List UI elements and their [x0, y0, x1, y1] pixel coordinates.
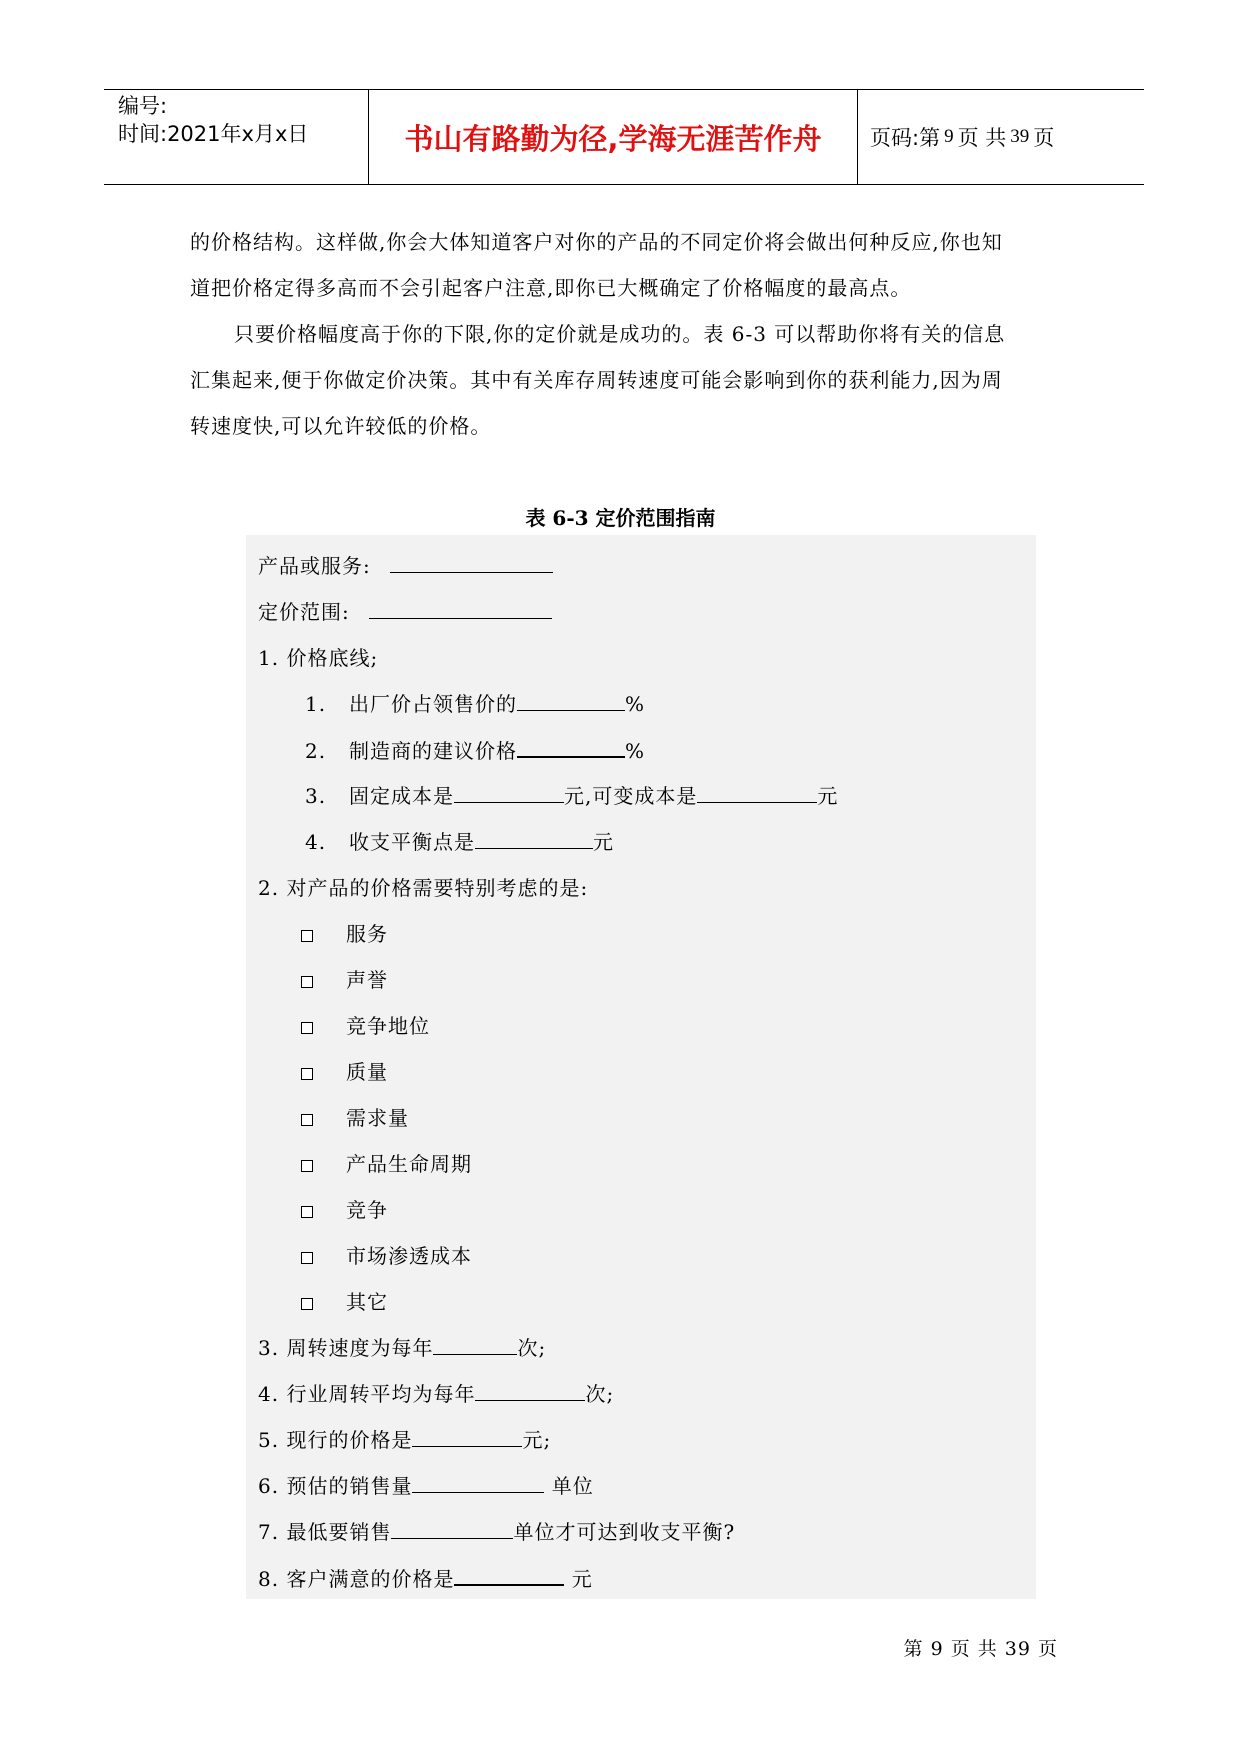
product-blank[interactable] — [390, 552, 553, 573]
sub-item-1 — [305, 690, 645, 718]
section-text: 4. 行业周转平均为每年 — [258, 1382, 476, 1406]
checkbox-label: 市场渗透成本 — [346, 1244, 472, 1268]
product-field — [258, 552, 553, 580]
checkbox-label: 质量 — [346, 1060, 388, 1084]
header-page-info — [870, 90, 1054, 184]
page-mid: 页 共 — [957, 126, 1007, 150]
sub-item-number: 3. — [305, 784, 327, 808]
checkbox[interactable] — [301, 1160, 313, 1172]
turnover-blank[interactable] — [433, 1334, 517, 1355]
sub-item-number: 1. — [305, 692, 327, 716]
section-text: 8. 客户满意的价格是 — [258, 1567, 455, 1591]
checkbox[interactable] — [301, 1114, 313, 1126]
sub-item-unit: 元 — [817, 784, 839, 808]
range-field — [258, 598, 552, 626]
section-8 — [258, 1564, 593, 1593]
header-motto: 书山有路勤为径,学海无涯苦作舟 — [404, 121, 822, 156]
industry-turnover-blank[interactable] — [475, 1380, 585, 1401]
paragraph-line: 道把价格定得多高而不会引起客户注意,即你已大概确定了价格幅度的最高点。 — [190, 276, 912, 300]
sub-item-text: 元,可变成本是 — [564, 784, 698, 808]
sub-item-blank[interactable] — [517, 736, 625, 758]
paragraph-line: 转速度快,可以允许较低的价格。 — [190, 414, 492, 438]
sub-item-text: 收支平衡点是 — [349, 830, 475, 854]
satisfying-price-blank[interactable] — [454, 1564, 564, 1586]
sub-item-text: 制造商的建议价格 — [349, 739, 517, 763]
variable-cost-blank[interactable] — [697, 782, 817, 803]
body-text — [190, 219, 1060, 449]
page-suffix: 页 — [1033, 126, 1055, 150]
table-title: 表 6-3 定价范围指南 — [525, 506, 716, 530]
sub-item-text: 固定成本是 — [349, 784, 454, 808]
checkbox[interactable] — [301, 1022, 313, 1034]
paragraph-line: 汇集起来,便于你做定价决策。其中有关库存周转速度可能会影响到你的获利能力,因为周 — [190, 368, 1003, 392]
section-6 — [258, 1472, 594, 1500]
checkbox[interactable] — [301, 1068, 313, 1080]
section-unit: 元 — [564, 1567, 593, 1591]
checkbox-label: 需求量 — [346, 1106, 409, 1130]
page-total: 39 — [1010, 126, 1030, 147]
checkbox-label: 竞争 — [346, 1198, 388, 1222]
header-meta — [118, 92, 368, 148]
checkbox-label: 竞争地位 — [346, 1014, 430, 1038]
paragraph-line: 只要价格幅度高于你的下限,你的定价就是成功的。表 6-3 可以帮助你将有关的信息 — [234, 322, 1006, 346]
section-unit: 次; — [517, 1336, 547, 1360]
header-divider — [857, 90, 858, 184]
current-price-blank[interactable] — [412, 1426, 522, 1447]
section-unit: 元; — [522, 1428, 552, 1452]
checkbox-label: 其它 — [346, 1290, 388, 1314]
page-header — [104, 89, 1144, 185]
section-text: 3. 周转速度为每年 — [258, 1336, 434, 1360]
range-blank[interactable] — [369, 598, 552, 619]
checkbox[interactable] — [301, 1206, 313, 1218]
section-unit: 单位 — [544, 1474, 594, 1498]
section-2-heading: 2. 对产品的价格需要特别考虑的是: — [258, 876, 589, 900]
sub-item-unit: % — [625, 692, 646, 716]
checkbox[interactable] — [301, 930, 313, 942]
section-text: 7. 最低要销售 — [258, 1520, 392, 1544]
section-unit: 次; — [585, 1382, 615, 1406]
checkbox-label: 声誉 — [346, 968, 388, 992]
page-prefix: 页码:第 — [870, 126, 941, 150]
section-unit: 单位才可达到收支平衡? — [513, 1520, 736, 1544]
section-7 — [258, 1518, 735, 1546]
section-text: 5. 现行的价格是 — [258, 1428, 413, 1452]
product-label: 产品或服务: — [258, 554, 371, 578]
sub-item-3 — [305, 782, 838, 810]
section-5 — [258, 1426, 551, 1454]
range-label: 定价范围: — [258, 600, 350, 624]
sales-volume-blank[interactable] — [412, 1472, 544, 1493]
checkbox[interactable] — [301, 1252, 313, 1264]
section-1-heading: 1. 价格底线; — [258, 646, 379, 670]
sub-item-blank[interactable] — [475, 828, 593, 849]
serial-label: 编号: — [118, 94, 168, 118]
page-footer: 第 9 页 共 39 页 — [903, 1638, 1058, 1660]
sub-item-number: 2. — [305, 739, 327, 763]
checkbox[interactable] — [301, 976, 313, 988]
section-4 — [258, 1380, 614, 1408]
break-even-sales-blank[interactable] — [391, 1518, 513, 1539]
sub-item-unit: % — [625, 739, 646, 763]
sub-item-text: 出厂价占领售价的 — [349, 692, 517, 716]
sub-item-4 — [305, 828, 614, 856]
time-label: 时间:2021年x月x日 — [118, 122, 309, 146]
sub-item-blank[interactable] — [517, 690, 625, 711]
section-3 — [258, 1334, 546, 1362]
page-number: 9 — [944, 126, 954, 147]
fixed-cost-blank[interactable] — [454, 782, 564, 803]
checkbox[interactable] — [301, 1298, 313, 1310]
sub-item-number: 4. — [305, 830, 327, 854]
checkbox-label: 产品生命周期 — [346, 1152, 472, 1176]
sub-item-2 — [305, 736, 645, 765]
paragraph-line: 的价格结构。这样做,你会大体知道客户对你的产品的不同定价将会做出何种反应,你也知 — [190, 230, 1003, 254]
sub-item-unit: 元 — [593, 830, 614, 854]
section-text: 6. 预估的销售量 — [258, 1474, 413, 1498]
checkbox-label: 服务 — [346, 922, 388, 946]
